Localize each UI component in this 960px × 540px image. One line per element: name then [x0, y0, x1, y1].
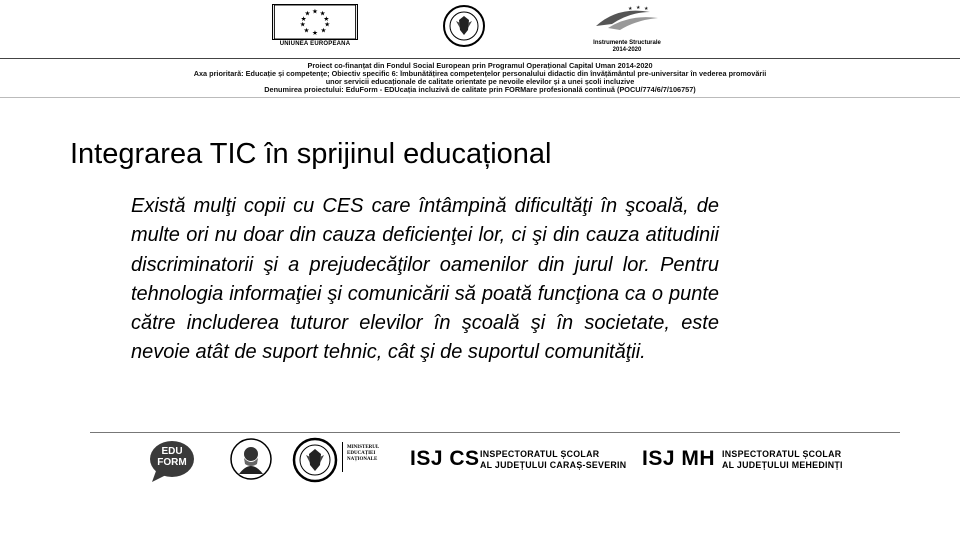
isj-mh-line1: INSPECTORATUL ȘCOLAR [722, 449, 842, 459]
structural-instruments-logo [578, 2, 676, 52]
isj-cs-subtitle [480, 449, 626, 470]
isj-cs-line1: INSPECTORATUL ȘCOLAR [480, 449, 600, 459]
isj-cs-abbr: ISJ CS [410, 447, 480, 470]
svg-text:★: ★ [628, 6, 633, 12]
isj-mh-logo [642, 447, 847, 473]
structural-instruments-icon [578, 2, 676, 38]
government-crest-footer-icon [292, 437, 338, 483]
svg-text:★: ★ [299, 20, 306, 29]
ministry-divider [342, 442, 343, 472]
svg-text:★: ★ [319, 9, 326, 18]
svg-text:★: ★ [323, 15, 330, 24]
project-line: Axa prioritară: Educație și competențe; Obiectiv specific 6: Îmbunătățirea competențelor personalului didactic din învățământul pre-universitar în vederea promovării [193, 70, 767, 78]
header [0, 0, 960, 100]
project-line: Proiect co-finanțat din Fondul Social European prin Programul Operațional Capital Uman 2014-2020 [307, 62, 653, 70]
svg-text:★: ★ [312, 7, 318, 16]
eduform-logo [146, 438, 196, 484]
svg-text:★: ★ [644, 6, 649, 12]
isj-mh-abbr: ISJ MH [642, 447, 716, 470]
ministry-logo [342, 442, 398, 482]
svg-text:★: ★ [304, 9, 311, 18]
footer-divider [90, 432, 900, 433]
ministry-text: MINISTERUL EDUCAȚIEI NAȚIONALE [347, 445, 379, 462]
portrait-medallion-icon [230, 438, 272, 480]
eu-flag-icon [272, 4, 358, 40]
svg-text:★: ★ [324, 20, 331, 29]
isj-cs-logo [410, 447, 625, 473]
isj-cs-line2: AL JUDEȚULUI CARAȘ-SEVERIN [480, 459, 627, 470]
slide-title: Integrarea TIC în sprijinul educațional [70, 138, 552, 170]
svg-text:★: ★ [300, 15, 307, 24]
isj-mh-line2: AL JUDEȚULUI MEHEDINȚI [722, 459, 843, 470]
structural-instruments-caption [578, 40, 676, 54]
isj-mh-subtitle [722, 449, 843, 470]
svg-text:★: ★ [320, 26, 327, 35]
svg-text:★: ★ [303, 26, 310, 35]
project-line: Denumirea proiectului: EduForm - EDUcația incluzivă de calitate prin FORMare profesională continuă (POCU/774/6/7/106757) [264, 86, 696, 94]
eu-logo [272, 4, 358, 48]
svg-text:★: ★ [636, 5, 641, 11]
slide-body: Există mulţi copii cu CES care întâmpină dificultăţi în şcoală, de multe ori nu doar din cauza deficienţei lor, ci şi din cauza atitudinii discriminatorii şi a prejudecăţilor oamenilor din jurul lor. Pentru tehnologia informaţiei şi comunicării să poată funcţiona ca o punte către includerea tuturor elevilor în şcoală şi în societate, este nevoie atât de suport tehnic, cât şi de suportul comunităţii. [131, 195, 719, 364]
eduform-line2: FORM [157, 457, 187, 468]
eu-caption: UNIUNEA EUROPEANĂ [279, 41, 351, 47]
is-caption-line1: Instrumente Structurale [593, 40, 661, 46]
government-crest-icon [442, 4, 486, 48]
is-caption-line2: 2014-2020 [612, 47, 642, 53]
project-info [60, 62, 900, 94]
eduform-line1: EDU [161, 446, 183, 457]
svg-text:★: ★ [312, 29, 318, 38]
header-divider-bottom [0, 97, 960, 98]
project-line: unor servicii educaționale de calitate orientate pe nevoile elevilor și a unei școli incluzive [325, 78, 635, 86]
header-divider-top [0, 58, 960, 59]
